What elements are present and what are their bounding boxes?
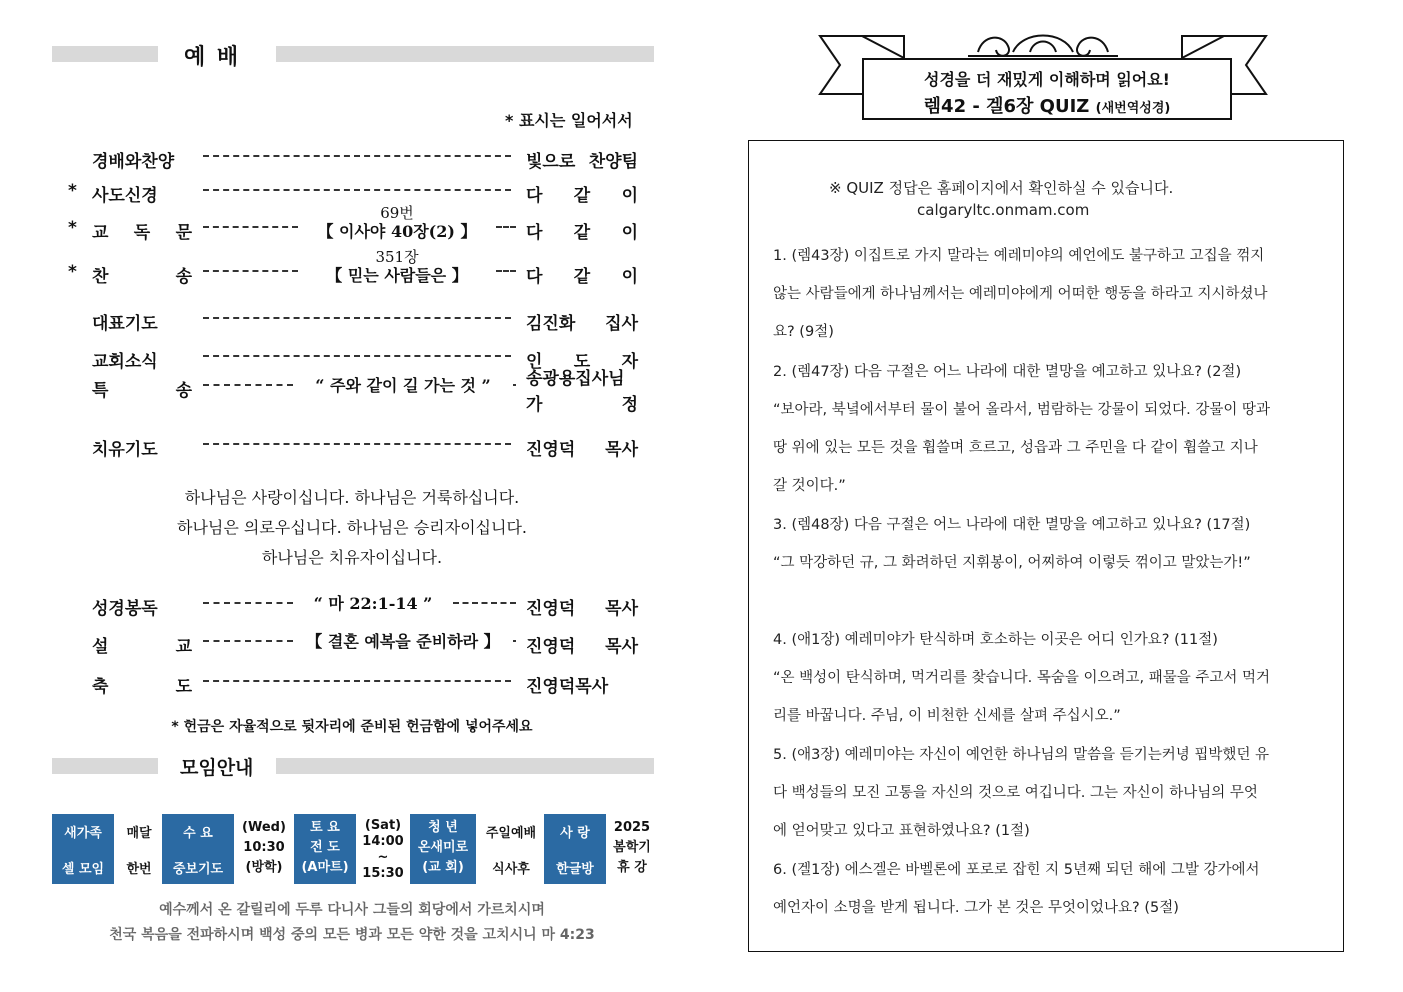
worship-item-label: 교회소식 — [92, 352, 158, 372]
worship-item — [58, 248, 640, 288]
meeting-cell: 새가족 셀 모임 — [52, 814, 114, 884]
section-bar-left — [52, 46, 158, 62]
meeting-cell: 주일예배 식사후 — [485, 826, 537, 877]
standing-mark: * — [68, 218, 77, 238]
worship-item-leader: 다 같 이 — [526, 186, 638, 206]
quiz-line: 리를 바꿉니다. 주님, 이 비천한 신세를 살펴 주십시오.” — [773, 708, 1121, 724]
worship-item-leader: 다 같 이 — [526, 267, 638, 287]
meeting-cell: 2025 봄학기 휴 강 — [613, 820, 651, 875]
quiz-banner — [862, 58, 1232, 120]
offering-note: * 헌금은 자율적으로 뒷자리에 준비된 헌금함에 넣어주세요 — [171, 719, 533, 735]
quiz-line: 갈 것이다.” — [773, 478, 846, 494]
worship-item-detail: 351장 【 믿는 사람들은 】 — [326, 248, 468, 285]
quiz-line: 요? (9절) — [773, 324, 834, 340]
quiz-line: “그 막강하던 규, 그 화려하던 지휘봉이, 어찌하여 이렇듯 꺾이고 말았는가!” — [773, 555, 1251, 571]
dash-leader — [203, 602, 293, 604]
quiz-line: 땅 위에 있는 모든 것을 휩쓸며 흐르고, 성읍과 그 주민을 다 같이 휩쓸고 지나 — [773, 440, 1258, 456]
declaration-line: 하나님은 사랑이십니다. 하나님은 거룩하십니다. — [184, 488, 520, 507]
quiz-line: 2. (렘47장) 다음 구절은 어느 나라에 대한 멸망을 예고하고 있나요? (2절) — [773, 364, 1242, 380]
worship-item-leader: 김진화 집사 — [526, 314, 638, 334]
worship-item-label: 사도신경 — [92, 186, 158, 206]
standing-note: * 표시는 일어서서 — [505, 111, 633, 130]
dash-leader — [203, 680, 511, 682]
worship-item — [58, 143, 640, 173]
quiz-line: 예언자이 소명을 받게 됩니다. 그가 본 것은 무엇이었나요? (5절) — [773, 900, 1179, 916]
quiz-line: 1. (렘43장) 이집트로 가지 말라는 예레미야의 예언에도 불구하고 고집을 꺾지 — [773, 248, 1265, 264]
worship-title: 예 배 — [184, 45, 241, 70]
dash-leader — [513, 384, 516, 386]
standing-mark: * — [68, 181, 77, 201]
worship-item-leader: 진영덕 목사 — [526, 440, 638, 460]
meeting-cell: (Sat) 14:00 ~ 15:30 — [362, 818, 404, 881]
worship-item-leader: 빛으로 찬양팀 — [526, 152, 638, 172]
worship-item-leader: 진영덕목사 — [526, 677, 609, 697]
worship-item-label: 설 교 — [92, 637, 192, 657]
dash-leader — [203, 226, 298, 228]
worship-item-detail: “ 주와 같이 길 가는 것 ” — [315, 376, 491, 395]
dash-leader — [203, 270, 298, 272]
worship-item-leader: 송광용집사님 — [526, 369, 625, 389]
declaration-line: 하나님은 의로우십니다. 하나님은 승리자이십니다. — [176, 518, 527, 537]
homepage-link[interactable]: calgaryltc.onmam.com — [917, 201, 1090, 219]
quiz-line: 5. (애3장) 예레미야는 자신이 예언한 하나님의 말씀을 듣기는커녕 핍박했던 유 — [773, 747, 1270, 763]
bible-verse-line: 예수께서 온 갈릴리에 두루 다니사 그들의 회당에서 가르치시며 — [159, 902, 545, 918]
quiz-line: 않는 사람들에게 하나님께서는 예레미야에게 어떠한 행동을 하라고 지시하셨나 — [773, 286, 1268, 302]
worship-item-label: 성경봉독 — [92, 599, 158, 619]
meeting-cell: 청 년 온새미로 (교 회) — [410, 814, 476, 884]
section-bar-left — [52, 758, 158, 774]
worship-item-label: 찬 송 — [92, 267, 192, 287]
worship-item-leader-line2: 가 정 — [526, 395, 638, 415]
worship-item-label: 경배와찬양 — [92, 152, 175, 172]
worship-item-label: 축 도 — [92, 677, 192, 697]
worship-item-detail: “ 마 22:1-14 ” — [313, 594, 433, 613]
worship-item-label: 치유기도 — [92, 440, 158, 460]
worship-item-label: 대표기도 — [92, 314, 158, 334]
worship-item-leader: 다 같 이 — [526, 223, 638, 243]
quiz-line: 다 백성들의 모진 고통을 자신의 것으로 여깁니다. 그는 자신이 하나님의 무엇 — [773, 785, 1258, 801]
meeting-cell: 토 요 전 도 (A마트) — [294, 814, 356, 884]
dash-leader — [203, 384, 293, 386]
meeting-cell: 매달 한번 — [126, 826, 152, 877]
worship-item — [58, 628, 640, 658]
meetings-title: 모임안내 — [180, 757, 254, 779]
worship-item-label: 교 독 문 — [92, 223, 192, 243]
dash-leader — [203, 155, 511, 157]
quiz-box — [748, 140, 1344, 952]
bible-verse-line: 천국 복음을 전파하시며 백성 중의 모든 병과 모든 약한 것을 고치시니 마 4:23 — [109, 927, 595, 943]
quiz-line: 4. (애1장) 예레미야가 탄식하며 호소하는 이곳은 어디 인가요? (11절) — [773, 632, 1218, 648]
meeting-cell: 수 요 중보기도 — [162, 814, 234, 884]
quiz-line: “온 백성이 탄식하며, 먹거리를 찾습니다. 목숨을 이으려고, 패물을 주고서 먹거 — [773, 670, 1271, 686]
dash-leader — [453, 602, 516, 604]
dash-leader — [496, 270, 516, 272]
worship-item — [58, 431, 640, 461]
worship-item-leader: 진영덕 목사 — [526, 637, 638, 657]
worship-item — [58, 668, 640, 698]
dash-leader — [203, 443, 511, 445]
worship-item-detail: 【 결혼 예복을 준비하라 】 — [306, 632, 500, 651]
section-bar-right — [276, 46, 654, 62]
dash-leader — [513, 640, 516, 642]
worship-item — [58, 177, 640, 207]
worship-item-label: 특 송 — [92, 381, 192, 401]
dash-leader — [203, 189, 511, 191]
dash-leader — [203, 640, 293, 642]
quiz-line: 3. (렘48장) 다음 구절은 어느 나라에 대한 멸망을 예고하고 있나요? (17절) — [773, 517, 1251, 533]
worship-item-leader: 인 도 자 — [526, 352, 638, 372]
worship-item-leader: 진영덕 목사 — [526, 599, 638, 619]
worship-item — [58, 369, 640, 415]
meeting-cell: 사 랑 한글방 — [544, 814, 606, 884]
dash-leader — [496, 226, 516, 228]
quiz-line: 에 얻어맞고 있다고 표현하였나요? (1절) — [773, 823, 1030, 839]
worship-item — [58, 305, 640, 335]
dash-leader — [203, 355, 511, 357]
meeting-cell: (Wed) 10:30 (방학) — [242, 820, 286, 875]
declaration-line: 하나님은 치유자이십니다. — [261, 548, 443, 567]
section-bar-right — [276, 758, 654, 774]
worship-item — [58, 204, 640, 244]
quiz-line: 6. (겔1장) 에스겔은 바벨론에 포로로 잡힌 지 5년째 되던 해에 그발 강가에서 — [773, 862, 1260, 878]
banner-subtitle: 성경을 더 재밌게 이해하며 읽어요! — [924, 70, 1170, 89]
banner-title: 렘42 - 겔6장 QUIZ (새번역성경) — [923, 96, 1171, 117]
worship-item — [58, 590, 640, 620]
quiz-line: “보아라, 북녘에서부터 물이 불어 올라서, 범람하는 강물이 되었다. 강물이 땅과 — [773, 402, 1271, 418]
dash-leader — [203, 317, 511, 319]
standing-mark: * — [68, 262, 77, 282]
quiz-note: ※ QUIZ 정답은 홈페이지에서 확인하실 수 있습니다. calgaryltc.onmam.com — [829, 177, 1299, 221]
worship-item-detail: 69번 【 이사야 40장(2) 】 — [317, 204, 477, 241]
